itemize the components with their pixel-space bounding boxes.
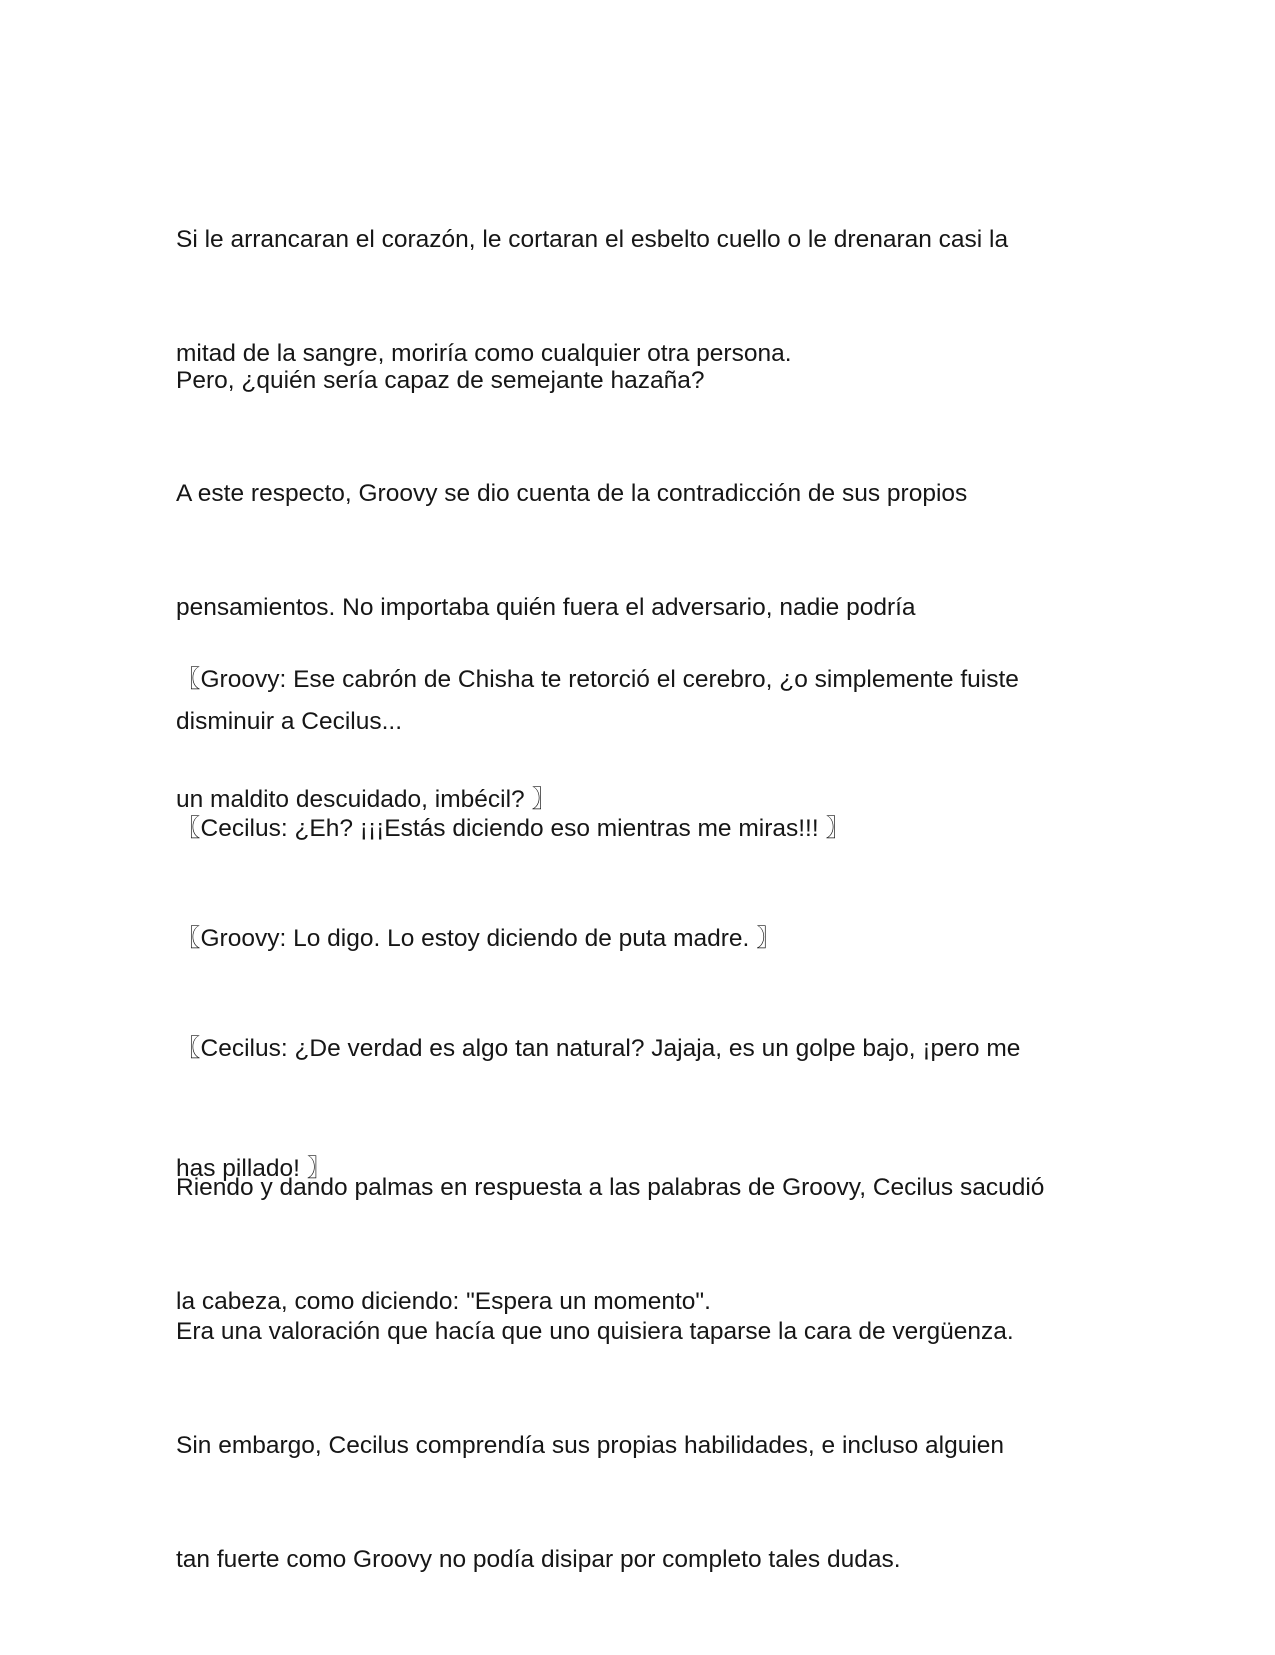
paragraph-line: Riendo y dando palmas en respuesta a las palabras de Groovy, Cecilus sacudió [176, 1174, 1045, 1201]
paragraph-line: Era una valoración que hacía que uno quisiera taparse la cara de vergüenza. [176, 1318, 1014, 1345]
paragraph-line: Sin embargo, Cecilus comprendía sus propias habilidades, e incluso alguien [176, 1432, 1005, 1459]
paragraph-line: la cabeza, como diciendo: "Espera un momento". [176, 1288, 711, 1315]
dialogue-line: 〖Groovy: Lo digo. Lo estoy diciendo de puta madre. 〗 [176, 925, 781, 952]
dialogue-line: 〖Cecilus: ¿De verdad es algo tan natural? Jajaja, es un golpe bajo, ¡pero me [176, 1035, 1021, 1062]
paragraph-line: Si le arrancaran el corazón, le cortaran el esbelto cuello o le drenaran casi la [176, 226, 1009, 253]
paragraph-5 [176, 1237, 1106, 1655]
paragraph-line: A este respecto, Groovy se dio cuenta de la contradicción de sus propios [176, 480, 968, 507]
dialogue-line: 〖Groovy: Ese cabrón de Chisha te retorció el cerebro, ¿o simplemente fuiste [176, 666, 1019, 693]
paragraph-line: Pero, ¿quién sería capaz de semejante hazaña? [176, 367, 705, 394]
paragraph-line: tan fuerte como Groovy no podía disipar por completo tales dudas. [176, 1546, 901, 1573]
dialogue-line: un maldito descuidado, imbécil? 〗 [176, 786, 556, 813]
dialogue-line: has pillado! 〗 [176, 1155, 332, 1182]
paragraph-line: mitad de la sangre, moriría como cualquier otra persona. [176, 340, 792, 367]
paragraph-line: disminuir a Cecilus... [176, 708, 403, 735]
paragraph-line: pensamientos. No importaba quién fuera el adversario, nadie podría [176, 594, 916, 621]
dialogue-line: 〖Cecilus: ¿Eh? ¡¡¡Estás diciendo eso mientras me miras!!! 〗 [176, 815, 850, 842]
